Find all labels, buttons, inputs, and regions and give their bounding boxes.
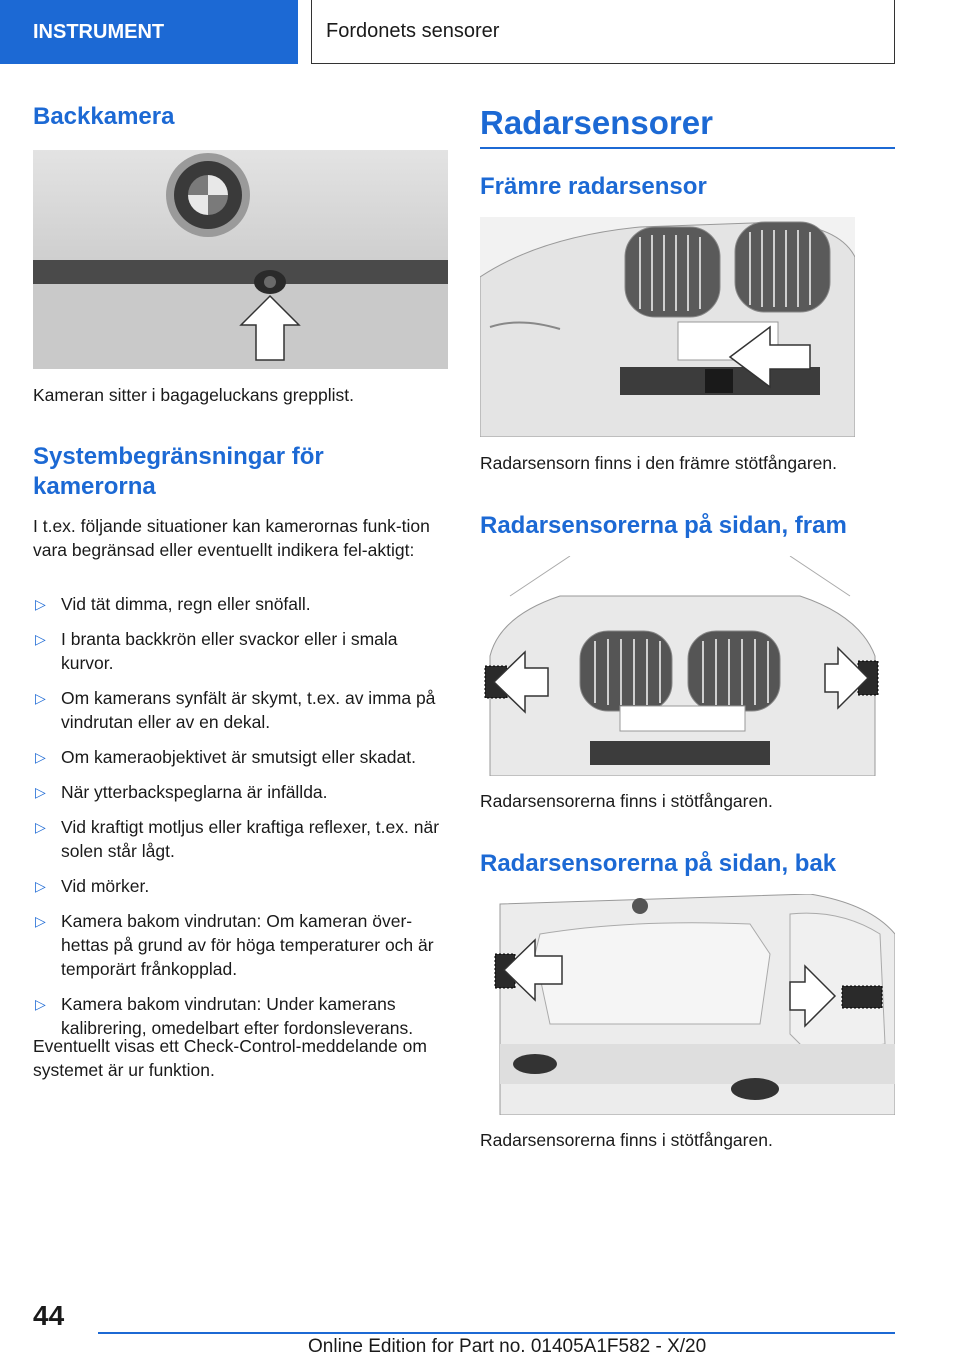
limitations-intro: I t.ex. följande situationer kan kamerornas funk-tion vara begränsad eller eventuellt indikera fel-aktigt:: [33, 516, 430, 560]
side-front-radar-caption: Radarsensorerna finns i stötfångaren.: [480, 791, 773, 811]
system-limitations-heading: Systembegränsningar för kamerorna: [33, 443, 324, 500]
list-item: ▷ Kamera bakom vindrutan: Om kameran över-hettas på grund av för höga temperaturer och är temporärt frånkopplad.: [35, 911, 434, 979]
side-front-radar-image: [480, 556, 880, 776]
side-rear-radar-illustration: [480, 894, 895, 1115]
triangle-bullet-icon: ▷: [35, 690, 46, 706]
heading-divider: [480, 147, 895, 149]
front-radar-caption: Radarsensorn finns i den främre stötfångaren.: [480, 453, 837, 473]
limitations-list: [33, 592, 448, 1051]
side-front-radar-heading: Radarsensorerna på sidan, fram: [480, 512, 847, 539]
list-item: ▷ Kamera bakom vindrutan: Under kamerans kalibrering, omedelbart efter fordonsleverans.: [35, 994, 414, 1038]
page-number: 44: [33, 1300, 65, 1331]
footer-divider: [98, 1332, 895, 1334]
limitations-outro: Eventuellt visas ett Check-Control-meddelande om systemet är ur funktion.: [33, 1036, 427, 1080]
rear-camera-illustration: [33, 150, 448, 369]
rear-camera-caption: Kameran sitter i bagageluckans grepplist.: [33, 385, 355, 405]
front-radar-illustration: [480, 217, 855, 437]
triangle-bullet-icon: ▷: [35, 996, 46, 1012]
triangle-bullet-icon: ▷: [35, 631, 46, 647]
side-rear-radar-heading: Radarsensorerna på sidan, bak: [480, 850, 837, 877]
chapter-title: Fordonets sensorer: [311, 0, 895, 64]
list-item: ▷ Vid mörker.: [35, 876, 150, 896]
front-radar-heading: Främre radarsensor: [480, 173, 707, 200]
side-rear-radar-caption: Radarsensorerna finns i stötfångaren.: [480, 1130, 773, 1150]
rear-camera-image: [33, 150, 448, 369]
side-rear-radar-image: [480, 894, 895, 1115]
front-radar-image: [480, 217, 855, 437]
triangle-bullet-icon: ▷: [35, 596, 46, 612]
triangle-bullet-icon: ▷: [35, 784, 46, 800]
footer-edition: Online Edition for Part no. 01405A1F582 - X/20: [308, 1336, 707, 1357]
triangle-bullet-icon: ▷: [35, 819, 46, 835]
backkamera-heading: Backkamera: [33, 103, 175, 130]
triangle-bullet-icon: ▷: [35, 878, 46, 894]
list-item: ▷ I branta backkrön eller svackor eller i smala kurvor.: [35, 629, 398, 673]
triangle-bullet-icon: ▷: [35, 749, 46, 765]
side-front-radar-illustration: [480, 556, 880, 776]
list-item: ▷ Om kamerans synfält är skymt, t.ex. av imma på vindrutan eller av en dekal.: [35, 688, 436, 732]
list-item: ▷ När ytterbackspeglarna är infällda.: [35, 782, 328, 802]
list-item: ▷ Vid tät dimma, regn eller snöfall.: [35, 594, 311, 614]
triangle-bullet-icon: ▷: [35, 913, 46, 929]
list-item: ▷ Vid kraftigt motljus eller kraftiga reflexer, t.ex. när solen står lågt.: [35, 817, 440, 861]
radar-sensors-heading: Radarsensorer: [480, 104, 713, 141]
list-item: ▷ Om kameraobjektivet är smutsigt eller skadat.: [35, 747, 416, 767]
section-tab: INSTRUMENT: [0, 0, 298, 64]
